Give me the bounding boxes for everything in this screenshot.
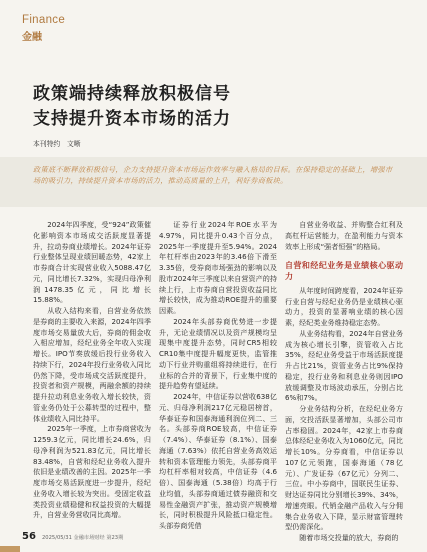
byline: 本刊特约 文晰 bbox=[33, 140, 81, 148]
paragraph: 2025年一季度，上市券商营收为1259.3亿元，同比增长24.6%，归母净利润为521.83亿元，同比增长83.48%，自营和经纪业务收入提升依旧是业绩改善的主因。2025年一季度市场交易活跃度进一步提升，经纪业务收入增长较为突出。受固定收益类投资业绩稳健和权益投资的大幅提升，自营业务营收同比高增。 bbox=[33, 424, 151, 520]
section-label-zh: 金融 bbox=[22, 32, 42, 43]
paragraph: 从业务结构看，2024年自营业务成为核心增长引擎，资管收入占比35%，经纪业务受益于市场活跃度提升占比21%，资管业务占比9%保持稳定，投行业务和利息业务则因IPO放缓调整及市场波动承压，分别占比6%和7%。 bbox=[285, 328, 403, 403]
article-title-line1: 政策端持续释放积极信号 bbox=[33, 84, 231, 104]
paragraph: 随着市场交投量的放大，券商的 bbox=[299, 533, 399, 542]
column-1 bbox=[33, 220, 151, 521]
paragraph: 从收入结构来看，自营业务依然是券商的主要收入来源，2024年四季度市场交易量放大后，券商的佣金收入相应增加，经纪业务全年收入实现增长。IPO节奏放缓后投行业务收入持续下行，2024年投行业务收入同比仍然下降，受市场成交活跃度提升，投资者和资产规模，两融余额的持续提升拉动利息业务收入增长较快，资管业务仍处于公募转型的过程中，整体业绩收入同比持平。 bbox=[33, 306, 151, 423]
article-title-line2: 支持提升资本市场的活力 bbox=[33, 109, 231, 129]
page-number: 56 bbox=[22, 531, 36, 542]
paragraph: 2024年四季度，受“924”政策催化影响资本市场成交活跃度显著提升，拉动券商业绩增长。2024年证券行业整体呈现业绩回暖态势，42家上市券商合计实现营业收入5088.47亿元，同比增长7.32%，实现归母净利润1478.35亿元，同比增长15.88%。 bbox=[33, 220, 151, 305]
section-label-en: Finance bbox=[22, 14, 66, 26]
column-3 bbox=[285, 220, 403, 544]
paragraph: 2024年头部券商优势进一步提升，无论业绩情况以及资产规模均呈现集中度提升态势，同时CR5相较CR10集中度提升幅度更快，监管推动下行业并购重组将持续进行，在行业标的合并的背景下，行业集中度的提升趋势有望延续。 bbox=[159, 316, 277, 391]
paragraph: 自营业务收益、并购整合红利及高杠杆运营能力，在盈利能力与资本效率上形成“强者恒强”的格局。 bbox=[285, 220, 403, 251]
section-subheading: 自营和经纪业务是业绩核心驱动力 bbox=[285, 261, 403, 281]
footer-meta: 2025/05/31 金融市场财经 第23期 bbox=[42, 535, 124, 541]
paragraph: 从年度时间跨度看，2024年证券行业自营与经纪业务仍是业绩核心驱动力，投资的显著响业绩的核心因素，经纪类业务维持稳定态势。 bbox=[285, 285, 403, 327]
page-corner-mark bbox=[0, 546, 20, 552]
paragraph: 分业务结构分析，在经纪业务方面，交投活跃显著增加，头部公司市占率稳固。2024年，42家上市券商总体经纪业务收入为1060亿元，同比增长10%。分券商看，中信证券以107亿元领跑，国泰海通（78亿元）、广发证券（67亿元）分列二、三位。中小券商中，国联民生证券、财达证券同比分别增长39%、34%，增速亮眼。代销金融产品收入与分佣集合业务收入下降，显示财富管理转型仍需深化。 bbox=[285, 404, 403, 532]
column-2 bbox=[159, 220, 277, 532]
paragraph: 证券行业2024年ROE水平为4.97%，同比提升0.43个百分点，2025年一季度提升至5.94%。2024年杠杆率由2023年的3.46倍下滑至3.35倍，受券商市场强劲的影响以及股市2024年三季度以来自营资产的持续上行，上市券商自营投资收益同比增长较快，成为推动ROE提升的重要因素。 bbox=[159, 220, 277, 315]
paragraph: 2024年，中信证券以营收638亿元、归母净利润217亿元稳居榜首，华泰证券和国泰海通利润位列二、三名。头部券商ROE较高，中信证券（7.4%）、华泰证券（8.1%）、国泰海通（7.63%）依托自营业务高效运转和资本管理能力领先，头部券商平均杠杆率相对较高，中信证券（4.6倍）、国泰海通（5.38倍）均高于行业均值，头部券商通过债券融资和交易性金融资产扩张，推动资产规模增长，同时积极提升风险抵口稳定性。头部券商凭借 bbox=[159, 392, 277, 530]
lead-paragraph: 政策底不断释放积极信号，企力支持提升资本市场运作效率与融入格局的目标。在保持稳定的基础上，增强市场的吸引力，持续提升资本市场的活力，推动高质量的上升，利好券商板块。 bbox=[33, 165, 393, 185]
